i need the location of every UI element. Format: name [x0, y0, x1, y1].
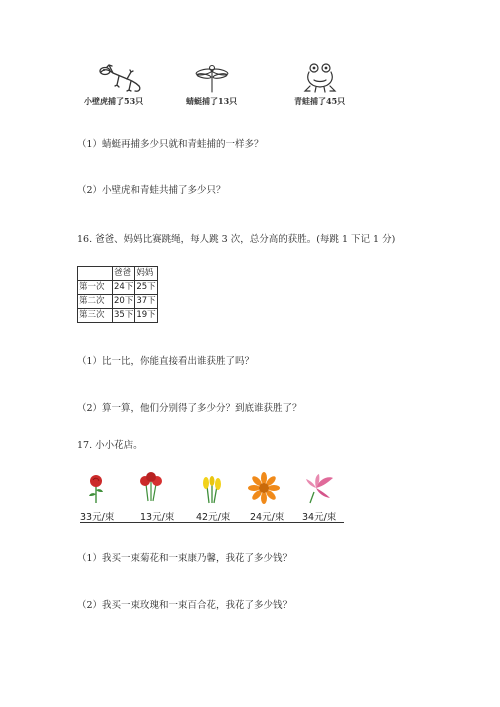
question-17-part-2: （2）我买一束玫瑰和一束百合花，我花了多少钱？: [77, 600, 293, 611]
table-cell: 20下: [113, 295, 135, 309]
gecko-picture: [97, 62, 143, 94]
rose-picture: [85, 474, 107, 504]
table-row: [78, 309, 158, 323]
price-lily: 34元/束: [302, 512, 337, 523]
table-header-row: [78, 267, 158, 281]
table-cell: 19下: [135, 309, 157, 323]
question-16-part-1: （1）比一比，你能直接看出谁获胜了吗？: [77, 356, 255, 367]
gecko-caption: 小壁虎捕了53只: [84, 96, 144, 106]
header-mom: 妈妈: [135, 267, 157, 281]
question-16-title: 16. 爸爸、妈妈比赛跳绳，每人跳 3 次，总分高的获胜。(每跳 1 下记 1 分): [77, 234, 396, 245]
sunflower-picture: [248, 472, 280, 504]
question-17-part-1: （1）我买一束菊花和一束康乃馨，我花了多少钱？: [77, 553, 293, 564]
carnation-picture: [138, 472, 164, 502]
header-dad: 爸爸: [113, 267, 135, 281]
question-16-part-2: （2）算一算，他们分别得了多少分？到底谁获胜了？: [77, 403, 302, 414]
row-label: 第二次: [78, 295, 113, 309]
question-15-part-2: （2）小壁虎和青蛙共捕了多少只？: [77, 185, 226, 196]
table-cell: 37下: [135, 295, 157, 309]
table-row: [78, 295, 158, 309]
lily-picture: [304, 472, 336, 504]
price-chrysanthemum: 24元/束: [250, 512, 285, 523]
price-daffodil: 42元/束: [196, 512, 231, 523]
jump-rope-score-table: [77, 266, 158, 323]
dragonfly-picture: [195, 64, 229, 94]
price-rose: 33元/束: [80, 512, 115, 523]
price-carnation: 13元/束: [140, 512, 175, 523]
dragonfly-caption: 蜻蜓捕了13只: [186, 96, 238, 106]
frog-picture: [302, 62, 338, 94]
table-cell: 24下: [113, 281, 135, 295]
question-17-title: 17. 小小花店。: [77, 440, 143, 451]
frog-caption: 青蛙捕了45只: [294, 96, 346, 106]
daffodil-picture: [200, 476, 224, 504]
table-row: [78, 281, 158, 295]
table-corner-cell: [78, 267, 113, 281]
row-label: 第三次: [78, 309, 113, 323]
table-cell: 35下: [113, 309, 135, 323]
table-cell: 25下: [135, 281, 157, 295]
question-15-part-1: （1）蜻蜓再捕多少只就和青蛙捕的一样多？: [77, 139, 264, 150]
price-underline: [80, 522, 344, 523]
row-label: 第一次: [78, 281, 113, 295]
